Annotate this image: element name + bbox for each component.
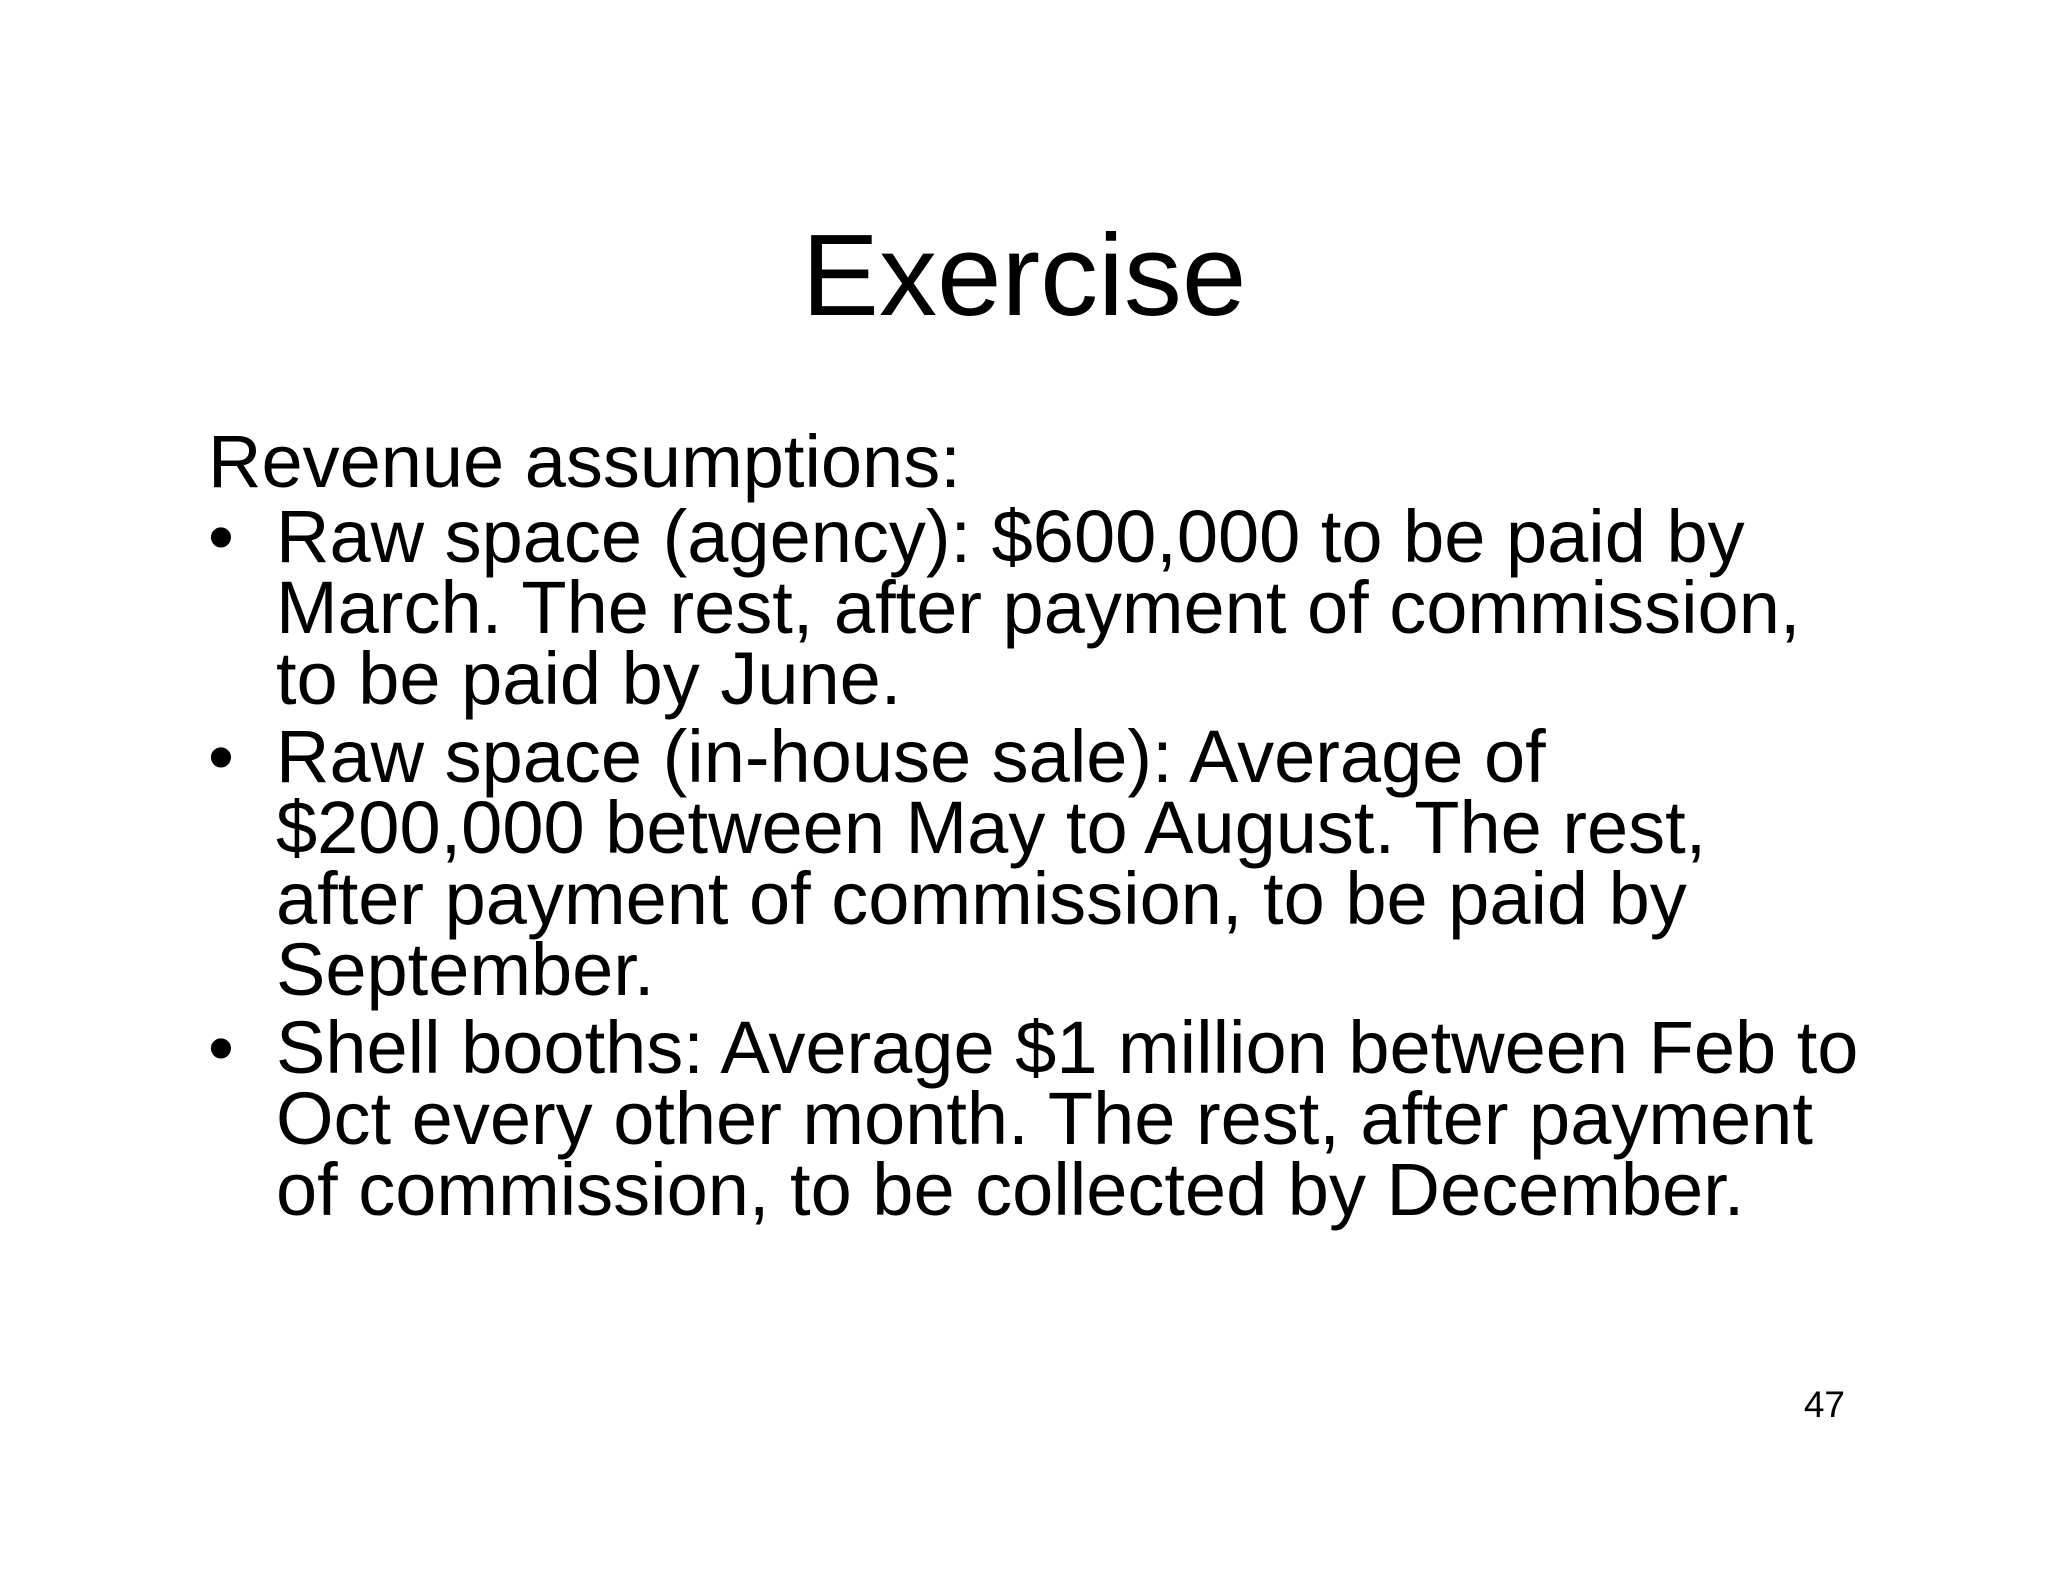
bullet-item-raw-space-agency [208, 495, 1868, 720]
bullet-item-shell-booths [208, 1006, 1868, 1231]
slide-title: Exercise [801, 210, 1247, 340]
bullet-list [208, 495, 1868, 1231]
bullet-text: Shell booths: Average $1 million between Feb to Oct every other month. The rest, after payment of commission, to be collected by December. [276, 1006, 1859, 1231]
intro-text: Revenue assumptions: [208, 420, 961, 503]
slide-body [208, 420, 1868, 1232]
page-number: 47 [1803, 1384, 1845, 1425]
bullet-dot-icon: • [208, 715, 234, 798]
bullet-text: Raw space (agency): $600,000 to be paid by March. The rest, after payment of commission, to be paid by June. [276, 495, 1801, 720]
bullet-dot-icon: • [208, 495, 234, 578]
bullet-text: Raw space (in-house sale): Average of $200,000 between May to August. The rest, after payment of commission, to be paid by September. [276, 715, 1707, 1011]
bullet-dot-icon: • [208, 1006, 234, 1089]
bullet-item-raw-space-in-house [208, 715, 1868, 1011]
